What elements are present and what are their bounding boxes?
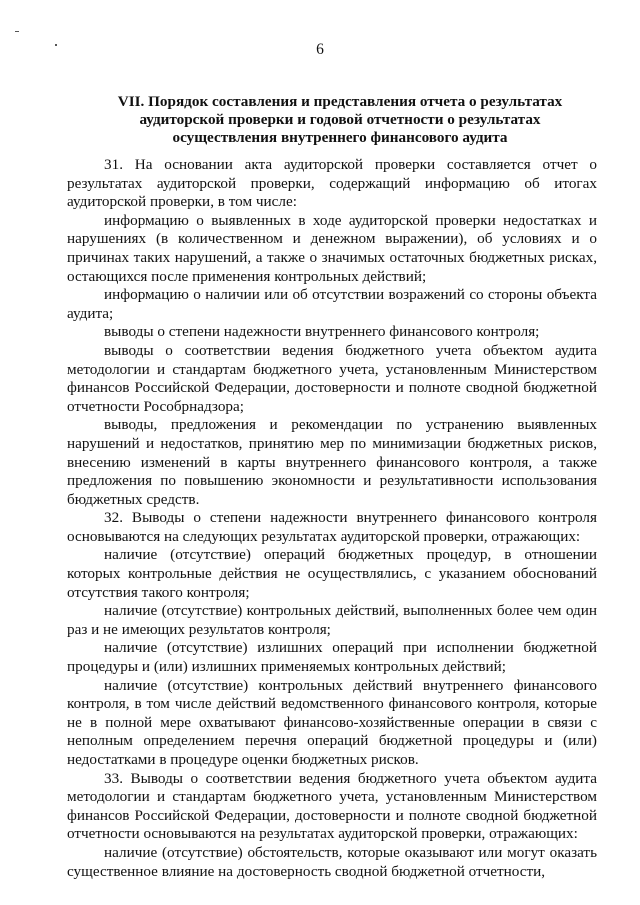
list-item: наличие (отсутствие) обстоятельств, которые оказывают или могут оказать существенное влияние на достоверность сводной бюджетной отчетности, xyxy=(67,843,597,880)
list-item: информацию о наличии или об отсутствии возражений со стороны объекта аудита; xyxy=(67,286,597,322)
list-item: выводы, предложения и рекомендации по устранению выявленных нарушений и недостатков, принятию мер по минимизации бюджетных рисков, внесению изменений в карты внутреннего финансового контроля, а также предложения по повышению экономности и результативности использования бюджетных средств. xyxy=(67,416,597,508)
paragraph-31: 31. На основании акта аудиторской проверки составляется отчет о результатах аудиторской проверки, содержащий информацию об итогах аудиторской проверки, в том числе: xyxy=(67,156,597,211)
list-item: выводы о соответствии ведения бюджетного учета объектом аудита методологии и стандартам бюджетного учета, установленным Министерством финансов Российской Федерации, достоверности и полноте сводной бюджетной отчетности Рособрнадзора; xyxy=(67,341,597,415)
list-item: наличие (отсутствие) операций бюджетных процедур, в отношении которых контрольные действия не осуществлялись, с указанием обоснований отсутствия такого контроля; xyxy=(67,546,597,601)
paragraph-33: 33. Выводы о соответствии ведения бюджетного учета объектом аудита методологии и стандартам бюджетного учета, установленным Министерством финансов Российской Федерации, достоверности и полноте сводной бюджетной отчетности основываются на результатах аудиторской проверки, отражающих: xyxy=(67,769,597,843)
scan-speck xyxy=(15,31,19,32)
body-text xyxy=(67,156,597,881)
page-number: 6 xyxy=(316,41,324,58)
section-heading-line: осуществления внутреннего финансового аудита xyxy=(172,129,508,146)
list-item: выводы о степени надежности внутреннего финансового контроля; xyxy=(104,323,540,341)
section-heading xyxy=(84,93,596,147)
list-item: наличие (отсутствие) контрольных действий, выполненных более чем один раз и не имеющих результатов контроля; xyxy=(67,602,597,638)
section-heading-line: VII. Порядок составления и представления отчета о результатах xyxy=(117,93,563,110)
paragraph-32: 32. Выводы о степени надежности внутреннего финансового контроля основываются на следующих результатах аудиторской проверки, отражающих: xyxy=(67,509,597,545)
list-item: наличие (отсутствие) излишних операций при исполнении бюджетной процедуры и (или) излишних применяемых контрольных действий; xyxy=(67,639,597,676)
list-item: наличие (отсутствие) контрольных действий внутреннего финансового контроля, в том числе действий ведомственного финансового контроля, которые не в полной мере охватывают финансово-хозяйственные операции в связи с неполным определением перечня операций бюджетной процедуры и (или) недостатками в процедуре оценки бюджетных рисков. xyxy=(67,676,597,768)
list-item: информацию о выявленных в ходе аудиторской проверки недостатках и нарушениях (в количественном и денежном выражении), об условиях и о причинах таких нарушений, а также о значимых остаточных бюджетных рисках, остающихся после применения контрольных действий; xyxy=(67,211,597,285)
section-heading-line: аудиторской проверки и годовой отчетности о результатах xyxy=(139,111,541,128)
